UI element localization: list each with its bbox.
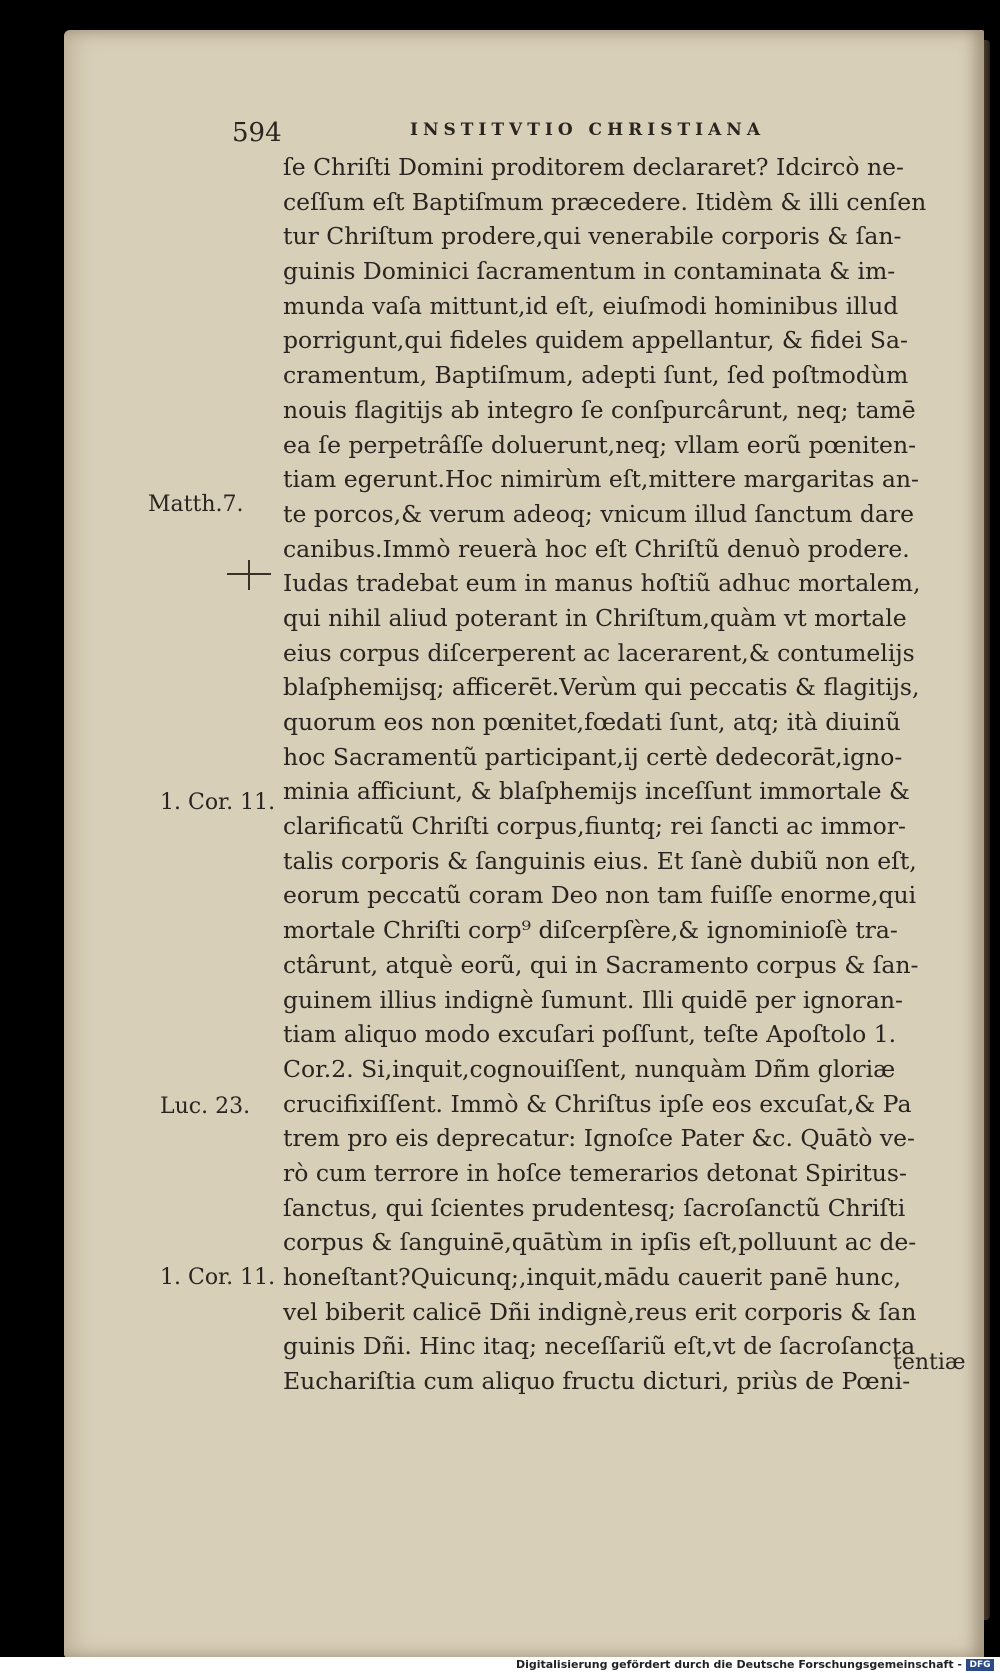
text-line: qui nihil aliud poterant in Chriſtum,quàm vt mortale xyxy=(283,603,907,632)
text-line: te porcos,& verum adeoq; vnicum illud ſanctum dare xyxy=(283,499,915,528)
text-line: tiam egerunt.Hoc nimirùm eſt,mittere margaritas an- xyxy=(283,465,919,494)
text-line: eorum peccatũ coram Deo non tam fuiſſe enorme,qui xyxy=(283,881,917,910)
catchword: tentiæ xyxy=(893,1350,966,1375)
funding-credit: Digitalisierung gefördert durch die Deutsche Forschungsgemeinschaft - xyxy=(515,1658,962,1671)
text-line: nouis flagitijs ab integro ſe conſpurcârunt, neq; tamē xyxy=(283,395,916,424)
text-line: munda vaſa mittunt,id eſt, eiuſmodi hominibus illud xyxy=(283,291,899,320)
digitization-footer xyxy=(0,1657,1000,1673)
text-line: porrigunt,qui fideles quidem appellantur, & fidei Sa- xyxy=(283,326,908,355)
text-line: guinem illius indignè ſumunt. Illi quidē per ignoran- xyxy=(283,985,903,1014)
text-line: Euchariſtia cum aliquo fructu dicturi, priùs de Pœni- xyxy=(283,1367,911,1396)
page-number: 594 xyxy=(232,118,282,148)
running-title: INSTITVTIO CHRISTIANA xyxy=(410,120,766,140)
text-line: Iudas tradebat eum in manus hoſtiũ adhuc mortalem, xyxy=(283,569,921,598)
text-line: clarificatũ Chriſti corpus,fiuntq; rei ſancti ac immor- xyxy=(283,812,907,841)
dfg-logo: DFG xyxy=(966,1659,994,1671)
text-line: hoc Sacramentũ participant,ij certè dedecorāt,igno- xyxy=(283,742,903,771)
page-header xyxy=(232,110,992,150)
text-line: Cor.2. Si,inquit,cognouiſſent, nunquàm Dñm gloriæ xyxy=(283,1054,896,1083)
text-line: eius corpus diſcerperent ac lacerarent,& contumelijs xyxy=(283,638,915,667)
text-line: trem pro eis deprecatur: Ignoſce Pater &c. Quātò ve- xyxy=(283,1124,915,1153)
text-line: ſe Chriſti Domini proditorem declararet? Idcircò ne- xyxy=(283,153,904,181)
text-line: tur Chriſtum prodere,qui venerabile corporis & ſan- xyxy=(283,222,902,251)
text-line: guinis Dominici ſacramentum in contaminata & im- xyxy=(283,257,896,286)
handwritten-cross-mark xyxy=(225,558,273,592)
text-line: minia afficiunt, & blaſphemijs inceſſunt immortale & xyxy=(283,777,910,806)
text-line: guinis Dñi. Hinc itaq; neceſſariũ eſt,vt de ſacroſancta xyxy=(283,1332,916,1361)
text-line: quorum eos non pœnitet,fœdati ſunt, atq; ità diuinũ xyxy=(283,708,901,736)
marginal-note-matthew: Matth.7. xyxy=(148,492,244,517)
text-line: honeſtant?Quicunq;,inquit,mādu cauerit panē hunc, xyxy=(283,1263,902,1291)
text-line: crucifixiſſent. Immò & Chriſtus ipſe eos excuſat,& Pa xyxy=(283,1089,912,1118)
marginal-note-corinthians-1: 1. Cor. 11. xyxy=(160,790,276,815)
text-line: ea ſe perpetrâſſe doluerunt,neq; vllam eorũ pœniten- xyxy=(283,430,917,459)
text-line: ctârunt, atquè eorũ, qui in Sacramento corpus & ſan- xyxy=(283,950,919,979)
text-line: tiam aliquo modo excuſari poſſunt, teſte Apoſtolo 1. xyxy=(283,1020,897,1049)
text-line: vel biberit calicē Dñi indignè,reus erit corporis & ſan xyxy=(283,1297,917,1326)
text-line: cramentum, Baptiſmum, adepti ſunt, ſed poſtmodùm xyxy=(283,361,909,390)
text-line: ſanctus, qui ſcientes prudentesq; ſacroſanctũ Chriſti xyxy=(283,1193,906,1222)
marginal-note-luke: Luc. 23. xyxy=(160,1094,251,1119)
text-line: rò cum terrore in hoſce temerarios detonat Spiritus- xyxy=(283,1158,907,1187)
text-line: ceſſum eſt Baptiſmum præcedere. Itidèm & illi cenſen xyxy=(283,187,927,216)
body-text xyxy=(283,150,971,1399)
text-line: blaſphemijsq; afficerēt.Verùm qui peccatis & flagitijs, xyxy=(283,673,920,702)
marginal-note-corinthians-2: 1. Cor. 11. xyxy=(160,1265,276,1290)
text-line: mortale Chriſti corp⁹ diſcerpſère,& ignominioſè tra- xyxy=(283,916,898,945)
text-line: talis corporis & ſanguinis eius. Et ſanè dubiũ non eſt, xyxy=(283,846,917,875)
text-line: corpus & ſanguinē,quātùm in ipſis eſt,polluunt ac de- xyxy=(283,1228,917,1257)
text-line: canibus.Immò reuerà hoc eſt Chriſtũ denuò prodere. xyxy=(283,534,910,563)
